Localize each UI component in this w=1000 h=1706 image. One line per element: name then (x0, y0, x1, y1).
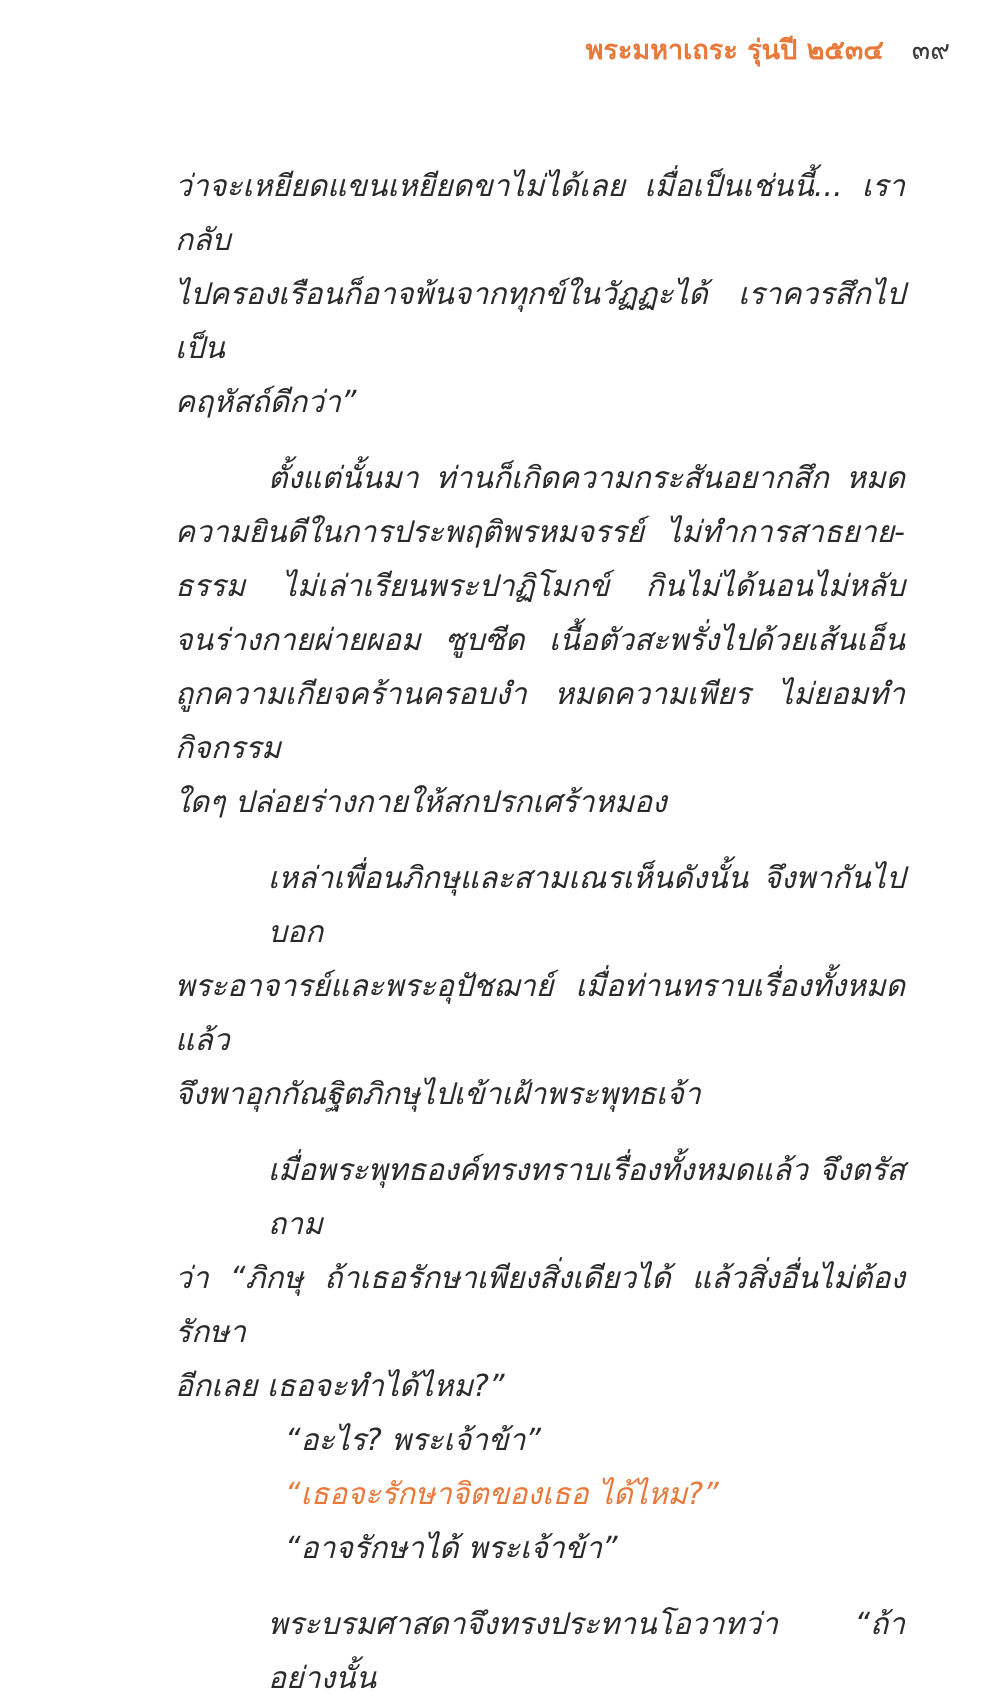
text-line: ว่า “ภิกษุ ถ้าเธอรักษาเพียงสิ่งเดียวได้ แล้วสิ่งอื่นไม่ต้องรักษา (175, 1261, 905, 1350)
paragraph-4 (175, 1144, 905, 1576)
text-line: พระบรมศาสดาจึงทรงประทานโอวาทว่า “ถ้าอย่างนั้น (268, 1607, 905, 1696)
text-line: ความยินดีในการประพฤติพรหมจรรย์ ไม่ทำการสาธยาย- (175, 515, 905, 550)
page-body (175, 160, 905, 1706)
text-line: เมื่อพระพุทธองค์ทรงทราบเรื่องทั้งหมดแล้ว จึงตรัสถาม (268, 1153, 905, 1242)
text-line: ถูกความเกียจคร้านครอบงำ หมดความเพียร ไม่ยอมทำกิจกรรม (175, 677, 905, 766)
text-line: จึงพาอุกกัณฐิตภิกษุไปเข้าเฝ้าพระพุทธเจ้า (175, 1077, 701, 1112)
paragraph-1 (175, 160, 905, 430)
paragraph-3 (175, 852, 905, 1122)
text-line: อีกเลย เธอจะทำได้ไหม?” (175, 1369, 505, 1404)
text-line: ไปครองเรือนก็อาจพ้นจากทุกข์ในวัฏฏะได้ เราควรสึกไปเป็น (175, 277, 905, 366)
text-line: ธรรม ไม่เล่าเรียนพระปาฏิโมกข์ กินไม่ได้นอนไม่หลับ (175, 569, 905, 604)
text-line: ใดๆ ปล่อยร่างกายให้สกปรกเศร้าหมอง (175, 785, 667, 820)
text-line: คฤหัสถ์ดีกว่า” (175, 385, 357, 420)
text-line: ว่าจะเหยียดแขนเหยียดขาไม่ได้เลย เมื่อเป็นเช่นนี้... เรากลับ (175, 169, 905, 258)
text-line: จนร่างกายผ่ายผอม ซูบซีด เนื้อตัวสะพรั่งไปด้วยเส้นเอ็น (175, 623, 905, 658)
text-line: เหล่าเพื่อนภิกษุและสามเณรเห็นดังนั้น จึงพากันไปบอก (268, 861, 905, 950)
paragraph-5 (175, 1598, 905, 1706)
dialogue-line-highlight: “เธอจะรักษาจิตของเธอ ได้ไหม?” (285, 1477, 719, 1512)
dialogue-line: “อาจรักษาได้ พระเจ้าข้า” (285, 1531, 618, 1566)
text-line: พระอาจารย์และพระอุปัชฌาย์ เมื่อท่านทราบเรื่องทั้งหมดแล้ว (175, 969, 905, 1058)
dialogue-line: “อะไร? พระเจ้าข้า” (285, 1423, 541, 1458)
book-title: พระมหาเถระ รุ่นปี ๒๕๓๔ (585, 35, 884, 66)
page-number: ๓๙ (911, 35, 950, 66)
running-header (586, 28, 950, 71)
paragraph-2 (175, 452, 905, 830)
text-line: ตั้งแต่นั้นมา ท่านก็เกิดความกระสันอยากสึก หมด (268, 461, 905, 496)
